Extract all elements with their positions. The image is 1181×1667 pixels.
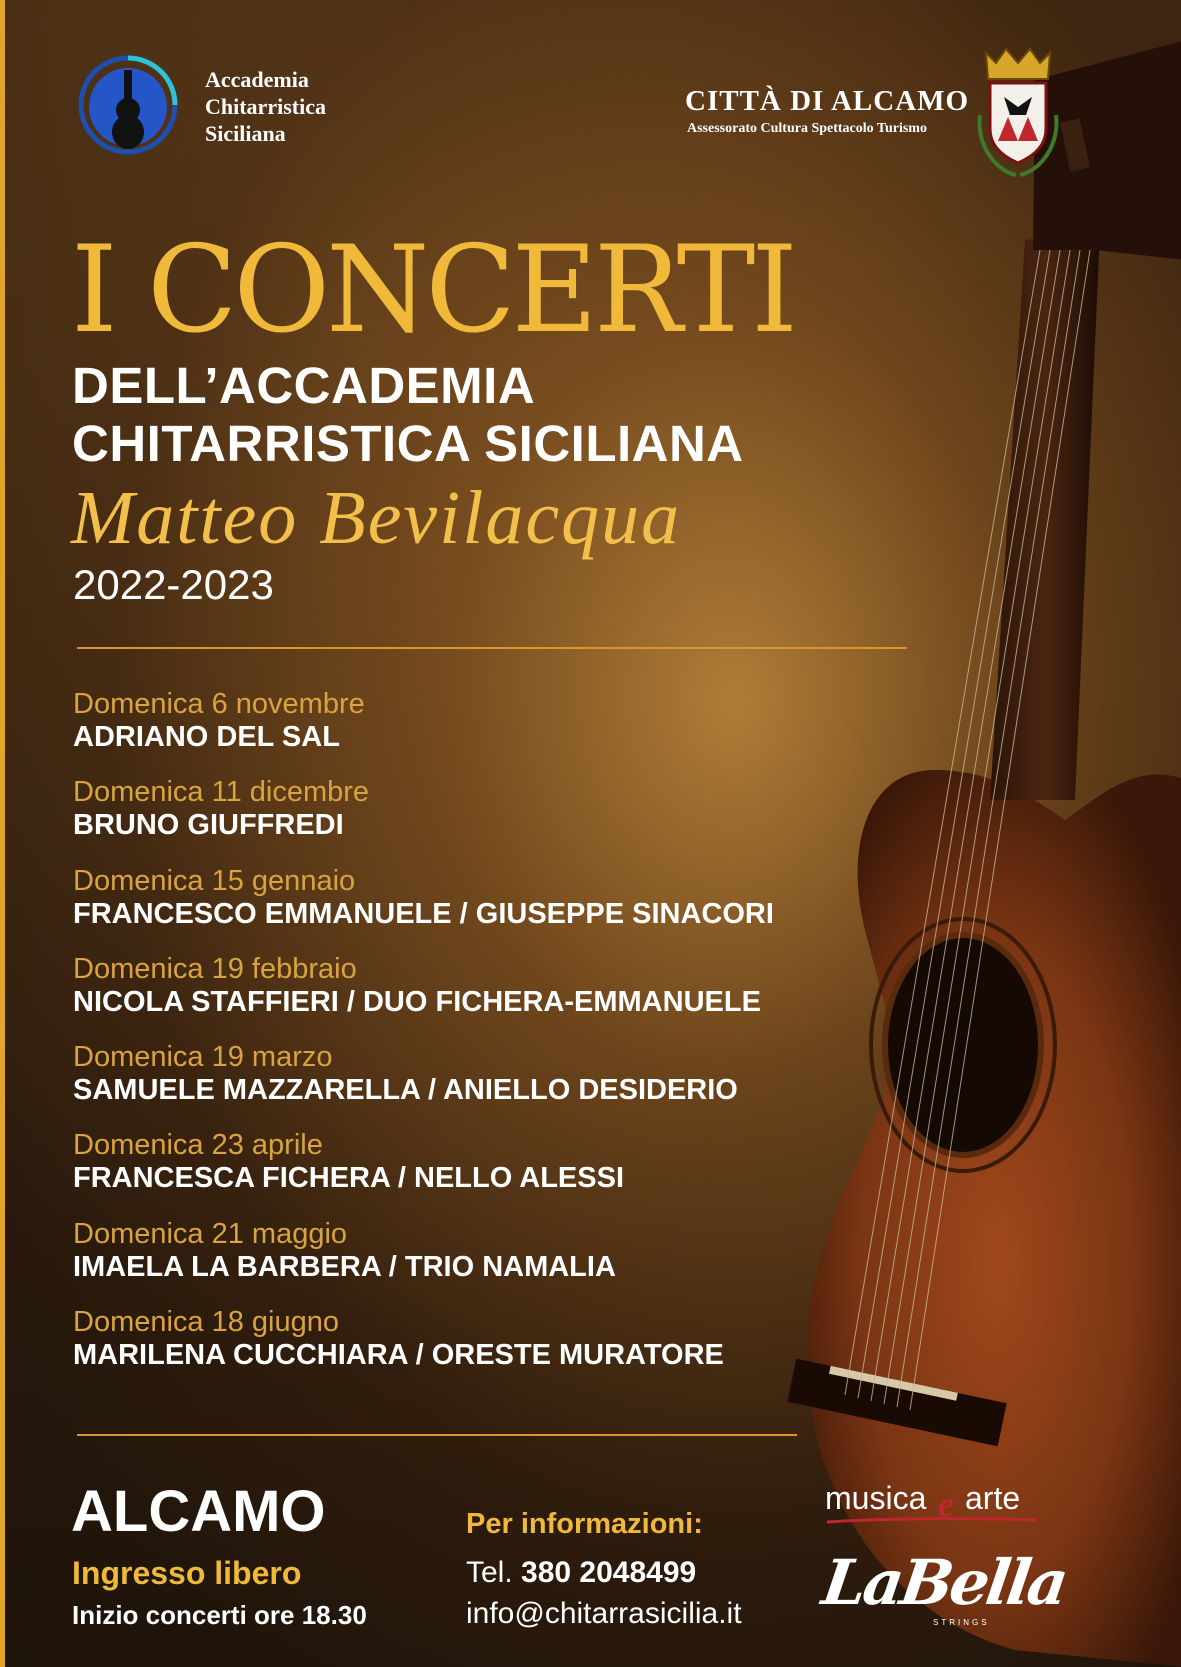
labella-wordmark: LaBella — [817, 1546, 1071, 1619]
venue-city: ALCAMO — [71, 1479, 326, 1544]
musica-e-joiner: e — [938, 1484, 954, 1524]
concert-item — [73, 776, 873, 864]
season-years: 2022-2023 — [73, 561, 274, 608]
concert-item — [73, 953, 873, 1041]
concert-date: Domenica 15 gennaio — [73, 864, 356, 897]
concert-artists: SAMUELE MAZZARELLA / ANIELLO DESIDERIO — [73, 1074, 738, 1107]
concert-date: Domenica 19 febbraio — [73, 952, 357, 985]
info-heading: Per informazioni: — [466, 1508, 703, 1540]
phone-line — [466, 1555, 696, 1591]
concert-date: Domenica 19 marzo — [73, 1041, 333, 1074]
concert-date: Domenica 23 aprile — [73, 1129, 323, 1162]
email-link[interactable]: info@chitarrasicilia.it — [466, 1597, 742, 1630]
concert-item — [73, 1129, 873, 1217]
labella-tagline: STRINGS — [933, 1618, 990, 1627]
academy-logo — [75, 52, 375, 162]
divider-bottom — [77, 1434, 797, 1436]
musica-word: musica — [825, 1480, 927, 1516]
concert-artists: FRANCESCA FICHERA / NELLO ALESSI — [73, 1162, 625, 1195]
title-concerti: I CONCERTI — [71, 218, 794, 360]
city-title: CITTÀ DI ALCAMO — [685, 85, 970, 117]
concert-item — [73, 1041, 873, 1129]
concert-date: Domenica 18 giugno — [73, 1306, 340, 1339]
concert-date: Domenica 21 maggio — [73, 1217, 348, 1250]
concert-artists: ADRIANO DEL SAL — [73, 721, 340, 753]
phone-number[interactable]: 380 2048499 — [521, 1556, 697, 1589]
city-subtitle: Assessorato Cultura Spettacolo Turismo — [687, 121, 927, 136]
free-entry-label: Ingresso libero — [72, 1555, 302, 1591]
title-chitarristica-siciliana: CHITARRISTICA SICILIANA — [72, 415, 744, 472]
concert-date: Domenica 11 dicembre — [73, 776, 370, 809]
coat-of-arms-icon — [970, 45, 1066, 180]
labella-logo — [817, 1545, 1071, 1635]
concert-artists: FRANCESCO EMMANUELE / GIUSEPPE SINACORI — [73, 897, 774, 930]
concert-artists: BRUNO GIUFFREDI — [73, 809, 344, 842]
city-logo — [685, 45, 1065, 185]
musica-e-arte-logo — [825, 1478, 1045, 1528]
guitar-emblem-icon — [75, 52, 181, 158]
start-time-label: Inizio concerti ore 18.30 — [72, 1600, 367, 1630]
academy-name-line2: Chitarristica — [205, 94, 326, 119]
concert-item — [73, 688, 873, 776]
concert-schedule — [73, 688, 873, 1394]
title-accademia: DELL’ACCADEMIA — [72, 357, 536, 414]
concert-item — [73, 1218, 873, 1306]
concert-artists: IMAELA LA BARBERA / TRIO NAMALIA — [73, 1250, 616, 1283]
arte-word: arte — [965, 1480, 1021, 1516]
concert-item — [73, 865, 873, 953]
swoosh-icon — [825, 1516, 1040, 1526]
academy-name-line3: Siciliana — [205, 121, 286, 146]
concert-artists: NICOLA STAFFIERI / DUO FICHERA-EMMANUELE — [73, 985, 761, 1018]
concert-item — [73, 1306, 873, 1394]
phone-label: Tel. — [466, 1556, 513, 1589]
concert-date: Domenica 6 novembre — [73, 688, 365, 720]
academy-name-line1: Accademia — [205, 67, 309, 92]
concert-artists: MARILENA CUCCHIARA / ORESTE MURATORE — [73, 1339, 724, 1372]
title-dedication-name: Matteo Bevilacqua — [71, 476, 682, 560]
divider-top — [77, 647, 907, 649]
